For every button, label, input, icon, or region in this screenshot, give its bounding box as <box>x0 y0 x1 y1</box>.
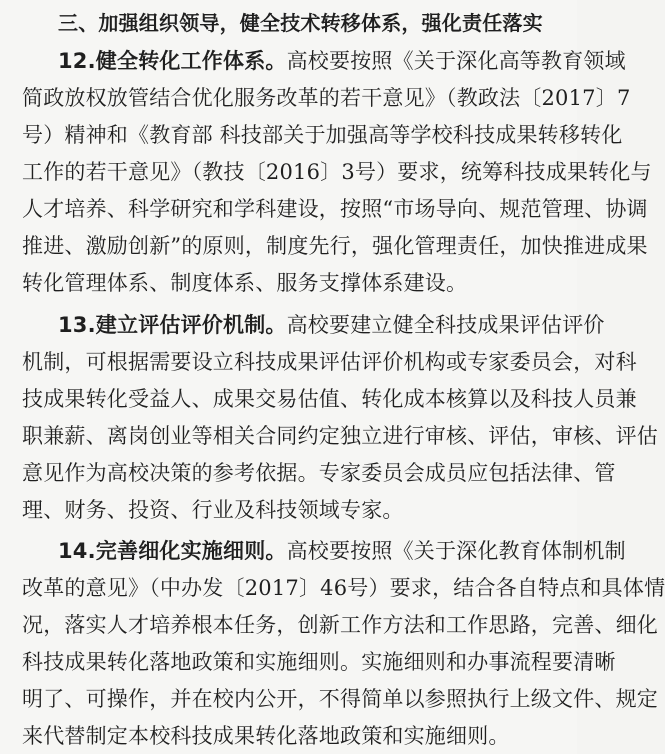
item-12-text-line: 转化管理体系、制度体系、服务支撑体系建设。 <box>22 271 468 295</box>
item-14-text-line: 高校要按照《关于深化教育体制机制 <box>286 539 626 563</box>
item-13-text-line: 意见作为高校决策的参考依据。专家委员会成员应包括法律、管 <box>22 461 616 485</box>
section-title: 三、加强组织领导，健全技术转移体系，强化责任落实 <box>58 11 543 35</box>
item-14-text-line: 况，落实人才培养根本任务，创新工作方法和工作思路，完善、细化 <box>22 613 658 637</box>
item-13-text-line: 职兼薪、离岗创业等相关合同约定独立进行审核、评估，审核、评估 <box>22 424 658 448</box>
item-12-text-line: 推进、激励创新”的原则，制度先行，强化管理责任，加快推进成果 <box>22 234 648 258</box>
item-14-text-line: 科技成果转化落地政策和实施细则。实施细则和办事流程要清晰 <box>22 650 616 674</box>
item-13-text-line: 机制，可根据需要设立科技成果评估评价机构或专家委员会，对科 <box>22 350 637 374</box>
item-12-text-line: 工作的若干意见》（教技〔2016〕3号）要求，统筹科技成果转化与 <box>22 160 652 184</box>
item-13-text-line: 理、财务、投资、行业及科技领域专家。 <box>22 498 404 522</box>
item-13-heading: 13.建立评估评价机制。 <box>58 313 287 337</box>
item-14-text-line: 明了、可操作，并在校内公开，不得简单以参照执行上级文件、规定 <box>22 687 658 711</box>
item-13-first-line <box>58 308 605 342</box>
item-14-text-line: 改革的意见》（中办发〔2017〕46号）要求，结合各自特点和具体情 <box>22 576 665 600</box>
item-14-text-line: 来代替制定本校科技成果转化落地政策和实施细则。 <box>22 724 510 748</box>
item-14-first-line <box>58 534 626 568</box>
item-14-heading: 14.完善细化实施细则。 <box>58 539 287 563</box>
item-12-first-line <box>58 44 626 78</box>
item-12-text-line: 号）精神和《教育部 科技部关于加强高等学校科技成果转移转化 <box>22 123 623 147</box>
item-12-heading: 12.健全转化工作体系。 <box>58 49 287 73</box>
item-12-text-line: 高校要按照《关于深化高等教育领域 <box>286 49 626 73</box>
item-12-text-line: 人才培养、科学研究和学科建设，按照“市场导向、规范管理、协调 <box>22 197 648 221</box>
item-12-text-line: 简政放权放管结合优化服务改革的若干意见》（教政法〔2017〕7 <box>22 86 631 110</box>
item-13-text-line: 技成果转化受益人、成果交易估值、转化成本核算以及科技人员兼 <box>22 387 637 411</box>
item-13-text-line: 高校要建立健全科技成果评估评价 <box>286 313 605 337</box>
